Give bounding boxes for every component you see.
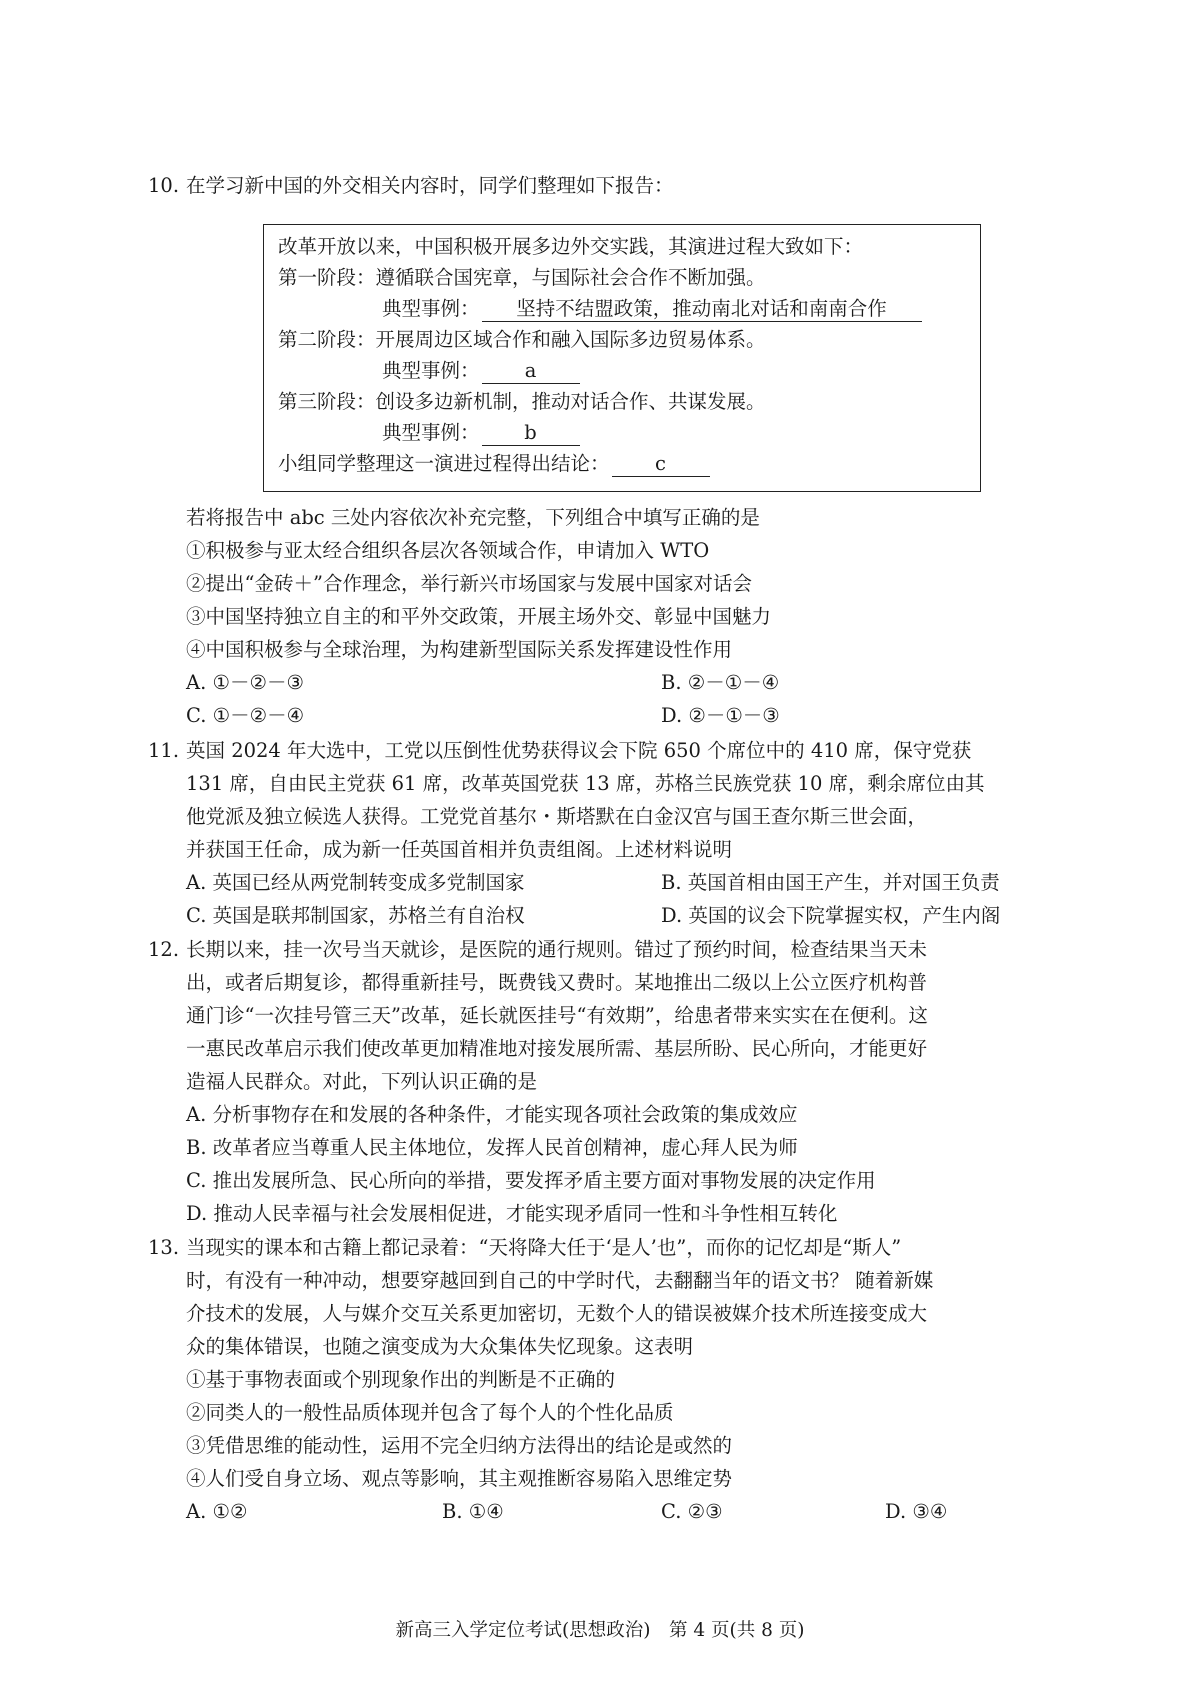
question-12-option-a: A. 分析事物存在和发展的各种条件，才能实现各项社会政策的集成效应: [186, 1103, 798, 1126]
question-12-option-c: C. 推出发展所急、民心所向的举措，要发挥矛盾主要方面对事物发展的决定作用: [186, 1169, 876, 1192]
question-12-line-2: 出，或者后期复诊，都得重新挂号，既费钱又费时。某地推出二级以上公立医疗机构普: [186, 971, 928, 994]
question-10-item-2: ②提出“金砖＋”合作理念，举行新兴市场国家与发展中国家对话会: [186, 572, 752, 595]
report-stage-3-example: [382, 418, 580, 448]
question-10-item-3: ③中国坚持独立自主的和平外交政策，开展主场外交、彰显中国魅力: [186, 605, 772, 628]
question-10-prompt: 若将报告中 abc 三处内容依次补充完整，下列组合中填写正确的是: [186, 506, 760, 529]
question-13-option-a: A. ①②: [186, 1500, 248, 1523]
report-stage-1-example: [382, 294, 922, 324]
report-stage-2: 第二阶段：开展周边区域合作和融入国际多边贸易体系。: [278, 328, 766, 351]
question-11-line-1: 英国 2024 年大选中，工党以压倒性优势获得议会下院 650 个席位中的 410 席，保守党获: [186, 739, 972, 762]
blank-c: c: [612, 452, 710, 477]
example-label: 典型事例：: [382, 297, 480, 320]
question-11-option-b: B. 英国首相由国王产生，并对国王负责: [661, 871, 1000, 894]
question-12-line-1: 长期以来，挂一次号当天就诊，是医院的通行规则。错过了预约时间，检查结果当天未: [186, 938, 928, 961]
question-10-stem: 在学习新中国的外交相关内容时，同学们整理如下报告：: [186, 174, 674, 197]
question-13-line-3: 介技术的发展，人与媒介交互关系更加密切，无数个人的错误被媒介技术所连接变成大: [186, 1302, 928, 1325]
question-13-option-b: B. ①④: [442, 1500, 504, 1523]
question-12-line-4: 一惠民改革启示我们使改革更加精准地对接发展所需、基层所盼、民心所向，才能更好: [186, 1037, 928, 1060]
question-11-option-c: C. 英国是联邦制国家，苏格兰有自治权: [186, 904, 525, 927]
question-10-item-4: ④中国积极参与全球治理，为构建新型国际关系发挥建设性作用: [186, 638, 733, 661]
question-12-option-d: D. 推动人民幸福与社会发展相促进，才能实现矛盾同一性和斗争性相互转化: [186, 1202, 838, 1225]
question-13-line-4: 众的集体错误，也随之演变成为大众集体失忆现象。这表明: [186, 1335, 694, 1358]
question-13-line-2: 时，有没有一种冲动，想要穿越回到自己的中学时代，去翻翻当年的语文书？ 随着新媒: [186, 1269, 934, 1292]
report-intro: 改革开放以来，中国积极开展多边外交实践，其演进过程大致如下：: [278, 235, 864, 258]
question-13-item-2: ②同类人的一般性品质体现并包含了每个人的个性化品质: [186, 1401, 674, 1424]
report-stage-2-example: [382, 356, 580, 386]
question-12-line-5: 造福人民群众。对此，下列认识正确的是: [186, 1070, 538, 1093]
question-13-option-d: D. ③④: [885, 1500, 948, 1523]
question-12-number: 12.: [148, 938, 180, 961]
question-11-line-3: 他党派及独立候选人获得。工党党首基尔・斯塔默在白金汉宫与国王查尔斯三世会面，: [186, 805, 928, 828]
question-13-option-c: C. ②③: [661, 1500, 723, 1523]
page-footer: 新高三入学定位考试(思想政治) 第 4 页(共 8 页): [395, 1620, 805, 1641]
blank-a: a: [482, 359, 580, 384]
question-13-item-3: ③凭借思维的能动性，运用不完全归纳方法得出的结论是或然的: [186, 1434, 733, 1457]
report-conclusion: [278, 449, 710, 479]
question-13-item-4: ④人们受自身立场、观点等影响，其主观推断容易陷入思维定势: [186, 1467, 733, 1490]
question-13-number: 13.: [148, 1236, 180, 1259]
question-12-option-b: B. 改革者应当尊重人民主体地位，发挥人民首创精神，虚心拜人民为师: [186, 1136, 798, 1159]
question-11-line-2: 131 席，自由民主党获 61 席，改革英国党获 13 席，苏格兰民族党获 10 席，剩余席位由其: [186, 772, 985, 795]
question-10-option-d: D. ②－①－③: [661, 704, 780, 727]
question-11-number: 11.: [148, 739, 180, 762]
example-label: 典型事例：: [382, 359, 480, 382]
question-10-option-a: A. ①－②－③: [186, 671, 304, 694]
question-10-option-b: B. ②－①－④: [661, 671, 780, 694]
question-12-line-3: 通门诊“一次挂号管三天”改革，延长就医挂号“有效期”，给患者带来实实在在便利。这: [186, 1004, 928, 1027]
question-13-item-1: ①基于事物表面或个别现象作出的判断是不正确的: [186, 1368, 616, 1391]
report-stage-1: 第一阶段：遵循联合国宪章，与国际社会合作不断加强。: [278, 266, 766, 289]
conclusion-label: 小组同学整理这一演进过程得出结论：: [278, 452, 610, 475]
question-10-option-c: C. ①－②－④: [186, 704, 305, 727]
question-13-line-1: 当现实的课本和古籍上都记录着：“天将降大任于‘是人’也”，而你的记忆却是“斯人”: [186, 1236, 902, 1259]
report-stage-3: 第三阶段：创设多边新机制，推动对话合作、共谋发展。: [278, 390, 766, 413]
question-10-item-1: ①积极参与亚太经合组织各层次各领域合作，申请加入 WTO: [186, 539, 710, 562]
blank-b: b: [482, 421, 580, 446]
question-11-option-a: A. 英国已经从两党制转变成多党制国家: [186, 871, 525, 894]
example-label: 典型事例：: [382, 421, 480, 444]
question-10-number: 10.: [148, 174, 180, 197]
question-11-line-4: 并获国王任命，成为新一任英国首相并负责组阁。上述材料说明: [186, 838, 733, 861]
question-11-option-d: D. 英国的议会下院掌握实权，产生内阁: [661, 904, 1001, 927]
stage-1-example-blank: 坚持不结盟政策，推动南北对话和南南合作: [482, 297, 922, 322]
